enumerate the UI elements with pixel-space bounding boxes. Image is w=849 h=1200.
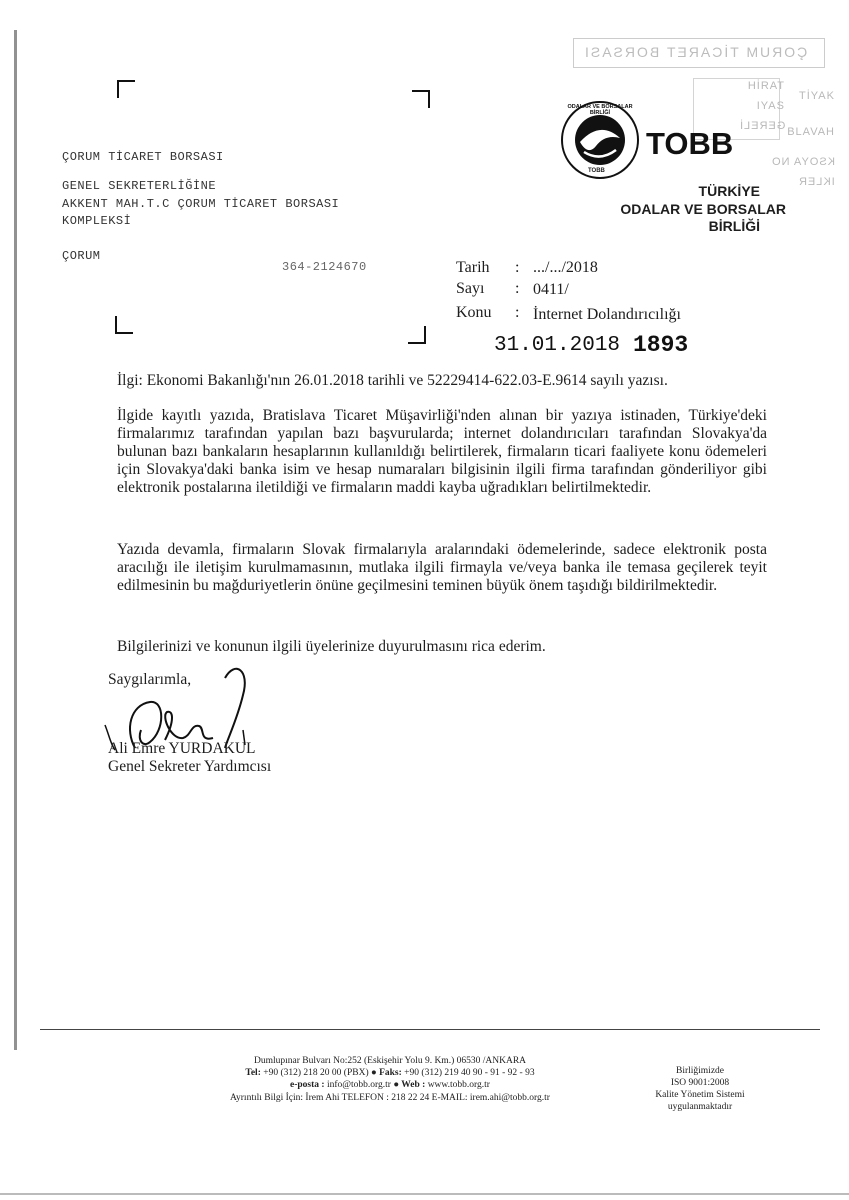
recipient-city: ÇORUM (62, 249, 101, 263)
tobb-line-3: BİRLİĞİ (708, 218, 760, 234)
web-value[interactable]: www.tobb.org.tr (427, 1080, 490, 1090)
paragraph-1: İlgide kayıtlı yazıda, Bratislava Ticaret Müşavirliği'nden alınan bir yazıya istinaden, Türkiye'deki firmalarımız tarafından yapılan bazı başvurularda; internet dolandırıcıları tarafından Slovakya'da bulunan bazı bankaların hesaplarının kullanıldığı belirtilerek, firmaların ticari faaliyete konu ödemeleri için Slovakya'daki banka isim ve hesap numaraları bilgisinin ilgili firma tarafından gönderiliyor gibi elektronik postalarına iletildiği ve firmaların maddi kayba uğradıkları belirtilmektedir. (117, 407, 767, 496)
cert-line-2: ISO 9001:2008 (670, 1078, 730, 1088)
recipient-line-1: ÇORUM TİCARET BORSASI (62, 150, 224, 164)
paragraph-2: Yazıda devamla, firmaların Slovak firmalarıyla aralarındaki ödemelerinde, sadece elektronik posta aracılığı ile iletişim kurulmamasının, mutlaka ilgili firmayla ve/veya banka ile temasa geçilerek teyit edilmesinin bu mağduriyetlerin önüne geçilmesini teminen büyük önem taşıdığı bildirilmektedir. (117, 541, 767, 594)
tobb-seal-text: ODALAR VE BORSALAR BİRLİĞİ (567, 104, 633, 116)
subject-value: İnternet Dolandırıcılığı (533, 306, 681, 323)
stamp-title: ÇORUM TİCARET BORSASI (583, 44, 808, 60)
email-label: e-posta : (290, 1080, 325, 1090)
tel-value: +90 (312) 218 20 00 (PBX) (263, 1068, 369, 1078)
footer-divider (40, 1029, 820, 1030)
date-colon: : (515, 259, 520, 276)
footer-address: Dumlupınar Bulvarı No:252 (Eskişehir Yolu 9. Km.) 06530 /ANKARA (253, 1056, 527, 1066)
tobb-line-2: ODALAR VE BORSALAR (620, 201, 786, 217)
recipient-phone: 364-2124670 (282, 260, 367, 274)
tobb-line-1: TÜRKİYE (698, 183, 760, 199)
fax-label: ● Faks: (370, 1068, 402, 1078)
number-value: 0411/ (533, 281, 569, 298)
stamp-number: 1893 (633, 332, 689, 358)
tel-label: Tel: (245, 1068, 261, 1078)
window-corner-br (408, 326, 426, 344)
subject-colon: : (515, 304, 520, 321)
closing: Saygılarımla, (108, 671, 192, 688)
window-corner-tr (412, 90, 430, 108)
recipient-line-4: KOMPLEKSİ (62, 214, 132, 228)
web-label: ● Web : (393, 1080, 426, 1090)
reference-line: İlgi: Ekonomi Bakanlığı'nın 26.01.2018 tarihli ve 52229414-622.03-E.9614 sayılı yazısı. (117, 372, 668, 389)
stamp-row-3: GERELİ (738, 120, 785, 132)
window-corner-bl (115, 316, 133, 334)
recipient-line-2: GENEL SEKRETERLİĞİNE (62, 179, 217, 193)
tobb-seal-bottom: TOBB (588, 168, 605, 174)
stamp-row-2: IYAS (756, 100, 785, 112)
stamp-side-4: IKLER (798, 176, 835, 188)
bottom-scan-line (0, 1193, 849, 1195)
stamp-date: 31.01.2018 (494, 334, 621, 357)
number-label: Sayı (456, 280, 485, 297)
tobb-logo (560, 100, 790, 235)
number-colon: : (515, 280, 520, 297)
cert-line-4: uygulanmaktadır (667, 1102, 733, 1112)
paragraph-3: Bilgilerinizi ve konunun ilgili üyelerinize duyurulmasını rica ederim. (117, 638, 546, 655)
cert-line-1: Birliğimizde (675, 1066, 725, 1076)
scan-edge (14, 30, 17, 1050)
subject-label: Konu (456, 304, 492, 321)
stamp-side-3: KSOYA NO (770, 156, 835, 168)
footer-phone-row (190, 1068, 590, 1078)
recipient-line-3: AKKENT MAH.T.C ÇORUM TİCARET BORSASI (62, 197, 340, 211)
date-value: .../.../2018 (533, 259, 598, 276)
stamp-side-2: BLAVAH (787, 126, 835, 138)
signer-name: Ali Emre YURDAKUL (108, 740, 256, 757)
email-value[interactable]: info@tobb.org.tr (326, 1080, 391, 1090)
signer-title: Genel Sekreter Yardımcısı (108, 758, 272, 775)
tobb-wordmark: TOBB (646, 126, 734, 161)
fax-value: +90 (312) 219 40 90 - 91 - 92 - 93 (404, 1068, 535, 1078)
footer-web-row (200, 1080, 580, 1090)
window-corner-tl (117, 80, 135, 98)
stamp-side-1: TİYAK (799, 90, 835, 102)
footer-contact: Ayrıntılı Bilgi İçin: İrem Ahi TELEFON : 218 22 24 E-MAIL: irem.ahi@tobb.org.tr (230, 1093, 550, 1103)
date-label: Tarih (456, 259, 490, 276)
cert-line-3: Kalite Yönetim Sistemi (655, 1090, 745, 1100)
stamp-row-1: HİRAT (747, 80, 785, 92)
